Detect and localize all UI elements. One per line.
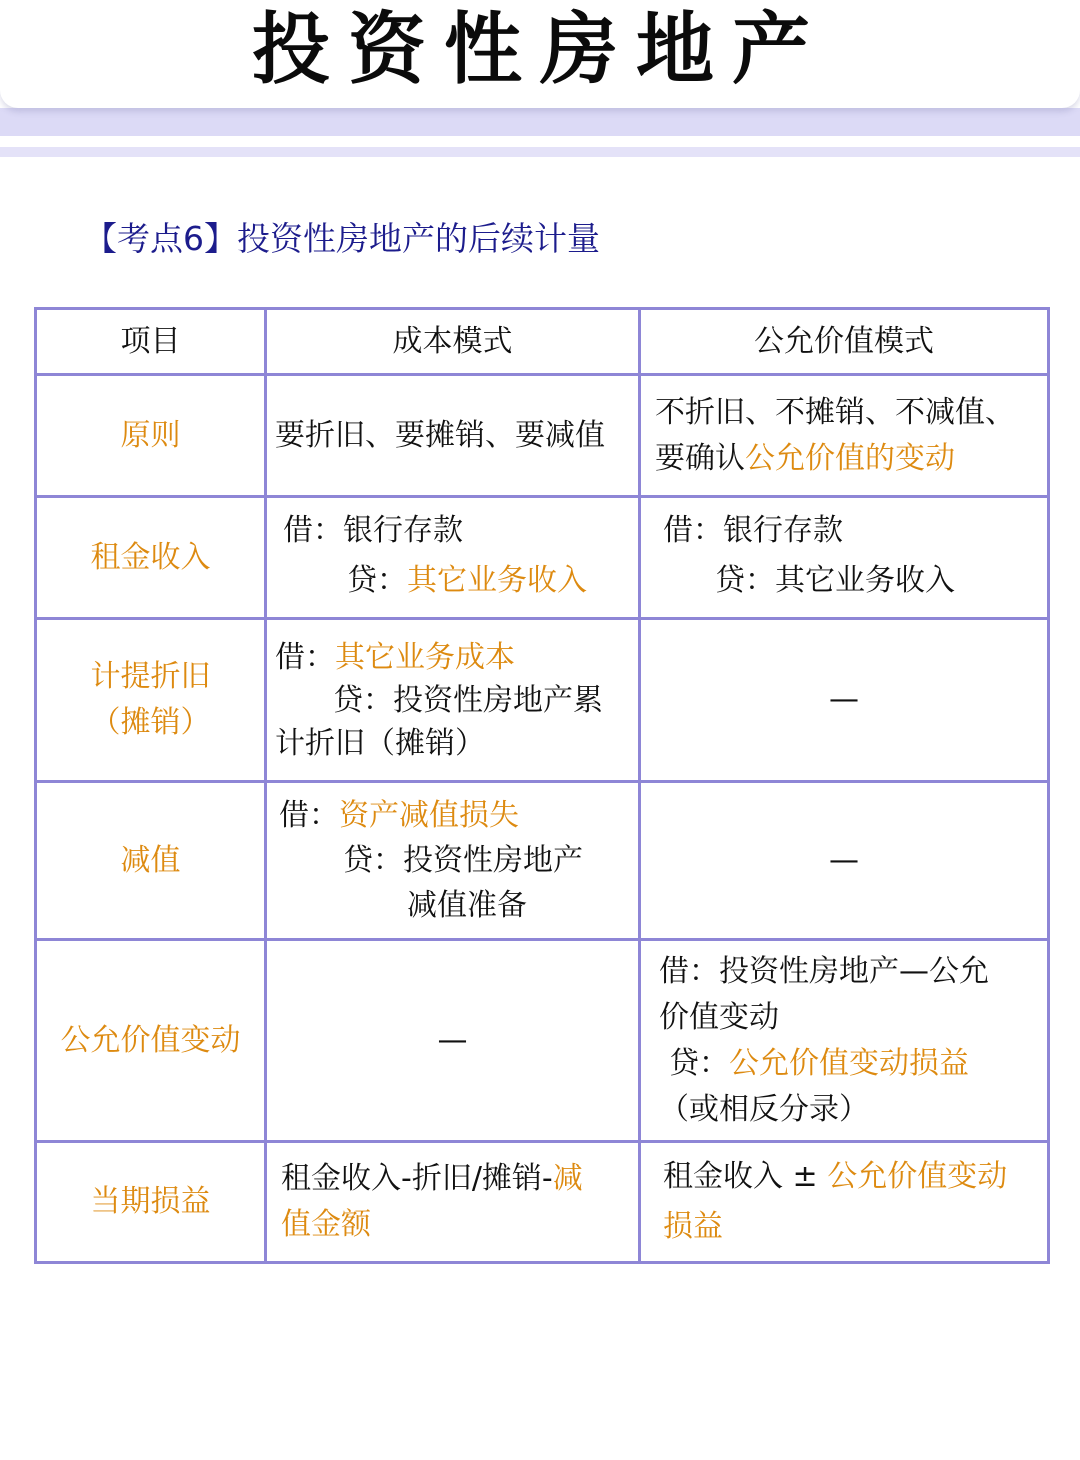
cell-cost [266,1142,640,1263]
section-title: 【考点6】投资性房地产的后续计量 [84,219,600,258]
header-item: 项目 [36,309,266,375]
text: （摊销） [90,705,211,740]
cell-fair [640,497,1049,619]
table-row [36,497,1049,619]
cell-fair-empty: — [640,782,1049,940]
page-title: 投资性房地产 [251,5,828,95]
text: 借： [275,639,335,675]
text-line [655,436,1037,482]
text: 贷： [347,562,407,598]
highlight-text: 资产减值损失 [339,798,519,833]
table-row [36,375,1049,497]
text: 租金收入 ± [663,1159,828,1194]
note-line: （或相反分录） [659,1091,869,1127]
credit-line [659,1041,1037,1087]
debit-line [279,793,628,838]
row-label: 租金收入 [36,497,266,619]
decor-band-thin [0,147,1080,157]
cell-fair [640,375,1049,497]
cell-fair-empty: — [640,619,1049,782]
debit-line: 借：投资性房地产—公允 [659,953,989,989]
text: 借： [279,798,339,833]
highlight-text: 公允价值的变动 [745,440,955,476]
highlight-text: 其它业务收入 [407,562,587,598]
credit-line [283,554,628,608]
text: 计提折旧 [90,659,211,694]
row-label: 公允价值变动 [36,940,266,1142]
measurement-table [34,307,1050,1264]
credit-line: 减值准备 [407,888,527,923]
cell-cost [266,619,640,782]
cell-fair [640,1142,1049,1263]
table-row [36,940,1049,1142]
text-line [281,1156,628,1202]
text: 不折旧、不摊销、不减值、 [655,394,1015,430]
highlight-text: 公允价值变动 [827,1159,1008,1194]
highlight-text: 减 [552,1161,583,1196]
row-label: 原则 [36,375,266,497]
cell-cost [266,375,640,497]
text: 贷： [669,1045,729,1081]
header-cost-model: 成本模式 [266,309,640,375]
row-label [36,619,266,782]
credit-line: 贷：投资性房地产 [343,843,583,878]
debit-line [275,636,628,679]
row-label: 当期损益 [36,1142,266,1263]
page-header [0,0,1080,108]
highlight-text: 公允价值变动损益 [729,1045,969,1081]
debit-line: 借：银行存款 [283,512,463,548]
cell-cost-empty: — [266,940,640,1142]
text: 要确认 [655,440,745,476]
credit-line: 贷：投资性房地产累 [333,682,603,718]
text-line [663,1152,1037,1202]
decor-band [0,108,1080,136]
highlight-text: 其它业务成本 [335,639,515,675]
debit-line: 借：银行存款 [663,512,843,548]
highlight-text: 值金额 [281,1207,371,1242]
credit-line: 贷：其它业务收入 [715,562,955,598]
credit-line: 计折旧（摊销） [275,725,485,761]
highlight-text: 损益 [663,1209,723,1244]
row-label: 减值 [36,782,266,940]
header-fair-value-model: 公允价值模式 [640,309,1049,375]
cell-fair [640,940,1049,1142]
debit-line: 价值变动 [659,999,779,1035]
cell-cost [266,782,640,940]
text: 租金收入-折旧/摊销- [281,1161,553,1196]
text: 要折旧、要摊销、要减值 [275,417,605,453]
table-row [36,619,1049,782]
cell-cost [266,497,640,619]
table-header-row [36,309,1049,375]
table-row [36,1142,1049,1263]
table-row [36,782,1049,940]
